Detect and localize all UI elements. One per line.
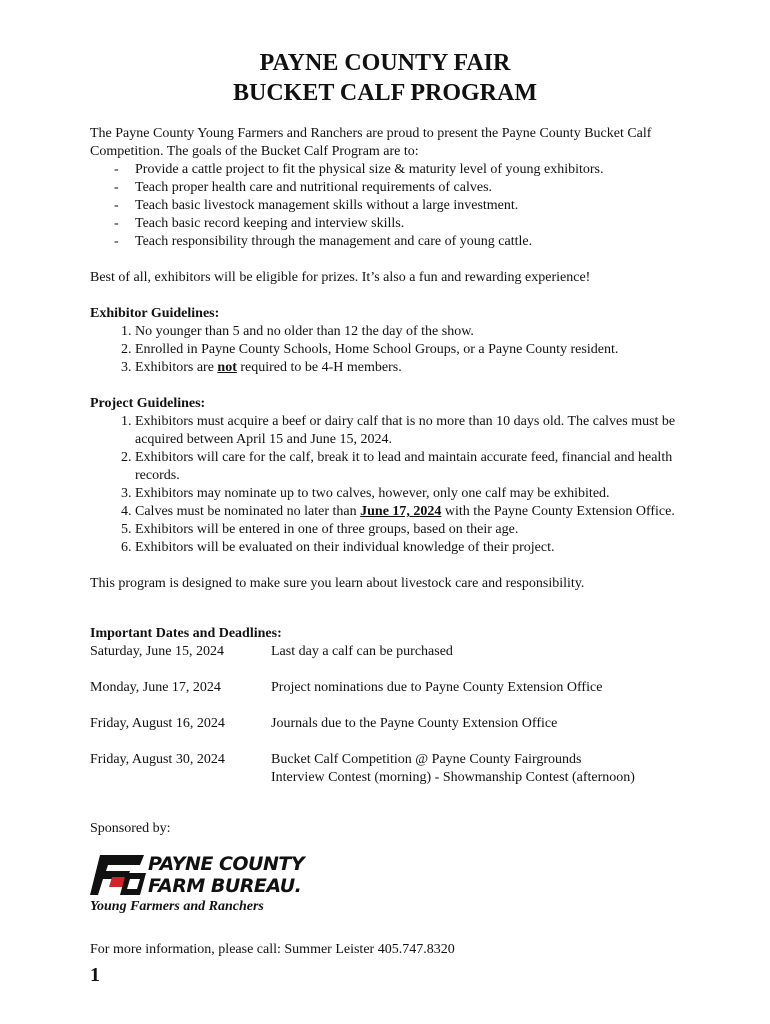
title-line-2: BUCKET CALF PROGRAM (232, 80, 537, 106)
project-guideline-item: 1. Exhibitors must acquire a beef or dairy calf that is no more than 10 days old. The calves must be acquired between April 15 and June 15, 2024. (135, 413, 690, 449)
date-cell: Friday, August 16, 2024 (90, 716, 225, 731)
exhibitor-guidelines-list (90, 323, 690, 377)
date-row (90, 643, 710, 679)
emphasis-deadline: June 17, 2024 (360, 504, 442, 519)
project-guidelines-heading: Project Guidelines: (90, 396, 206, 411)
guideline-text: required to be 4-H members. (236, 360, 402, 375)
date-description: Last day a calf can be purchased (271, 644, 453, 659)
date-description: Journals due to the Payne County Extension Office (271, 716, 558, 731)
farm-bureau-emblem-icon (90, 853, 146, 897)
project-guideline-item (135, 503, 690, 521)
project-guideline-item: 6. Exhibitors will be evaluated on their individual knowledge of their project. (135, 539, 690, 557)
exhibitor-guideline-item: 1. No younger than 5 and no older than 12 the day of the show. (135, 323, 690, 341)
date-description-line: Interview Contest (morning) - Showmanship Contest (afternoon) (271, 770, 635, 785)
guideline-text: with the Payne County Extension Office. (441, 504, 675, 519)
contact-info: For more information, please call: Summer Leister 405.747.8320 (90, 942, 455, 957)
date-row (90, 679, 710, 715)
farm-bureau-logo (90, 853, 320, 917)
date-cell: Saturday, June 15, 2024 (90, 644, 225, 659)
date-description-line: Bucket Calf Competition @ Payne County Fairgrounds (271, 752, 582, 767)
goals-list (90, 161, 690, 251)
goal-item: - Teach basic livestock management skills without a large investment. (90, 197, 690, 215)
date-cell: Friday, August 30, 2024 (90, 752, 225, 767)
goal-item: - Teach basic record keeping and interview skills. (90, 215, 690, 233)
exhibitor-guideline-item (135, 359, 690, 377)
important-dates-section (90, 625, 710, 787)
important-dates-heading: Important Dates and Deadlines: (90, 626, 282, 641)
page-title (0, 48, 770, 108)
project-guideline-item: 2. Exhibitors will care for the calf, break it to lead and maintain accurate feed, financial and health records. (135, 449, 690, 485)
goal-item: - Provide a cattle project to fit the physical size & maturity level of young exhibitors. (90, 161, 690, 179)
logo-line-1: PAYNE COUNTY (148, 853, 305, 875)
date-row (90, 715, 710, 751)
logo-line-2: FARM BUREAU. (148, 875, 302, 897)
project-guideline-item: 5. Exhibitors will be entered in one of three groups, based on their age. (135, 521, 690, 539)
program-note: This program is designed to make sure you learn about livestock care and responsibility. (90, 576, 585, 591)
project-guidelines-list (90, 413, 690, 557)
project-guideline-item: 3. Exhibitors may nominate up to two calves, however, only one calf may be exhibited. (135, 485, 690, 503)
exhibitor-guideline-item: 2. Enrolled in Payne County Schools, Home School Groups, or a Payne County resident. (135, 341, 690, 359)
emphasis-not: not (217, 360, 237, 375)
guideline-text: Exhibitors are (135, 360, 218, 375)
goal-item: - Teach responsibility through the management and care of young cattle. (90, 233, 690, 251)
date-description (271, 751, 711, 787)
best-of-all-paragraph: Best of all, exhibitors will be eligible for prizes. It’s also a fun and rewarding experience! (90, 270, 591, 285)
exhibitor-guidelines-heading: Exhibitor Guidelines: (90, 306, 220, 321)
logo-tagline: Young Farmers and Ranchers (90, 899, 264, 914)
goal-item: - Teach proper health care and nutritional requirements of calves. (90, 179, 690, 197)
sponsored-by-label: Sponsored by: (90, 821, 171, 836)
date-row (90, 751, 710, 787)
intro-section (90, 125, 690, 593)
date-description: Project nominations due to Payne County Extension Office (271, 680, 603, 695)
title-line-1: PAYNE COUNTY FAIR (259, 50, 511, 76)
intro-paragraph: The Payne County Young Farmers and Ranchers are proud to present the Payne County Bucket Calf Competition. The goals of the Bucket Calf Program are to: (90, 126, 652, 159)
date-cell: Monday, June 17, 2024 (90, 680, 221, 695)
page-number: 1 (90, 964, 100, 986)
guideline-text: Calves must be nominated no later than (135, 504, 361, 519)
